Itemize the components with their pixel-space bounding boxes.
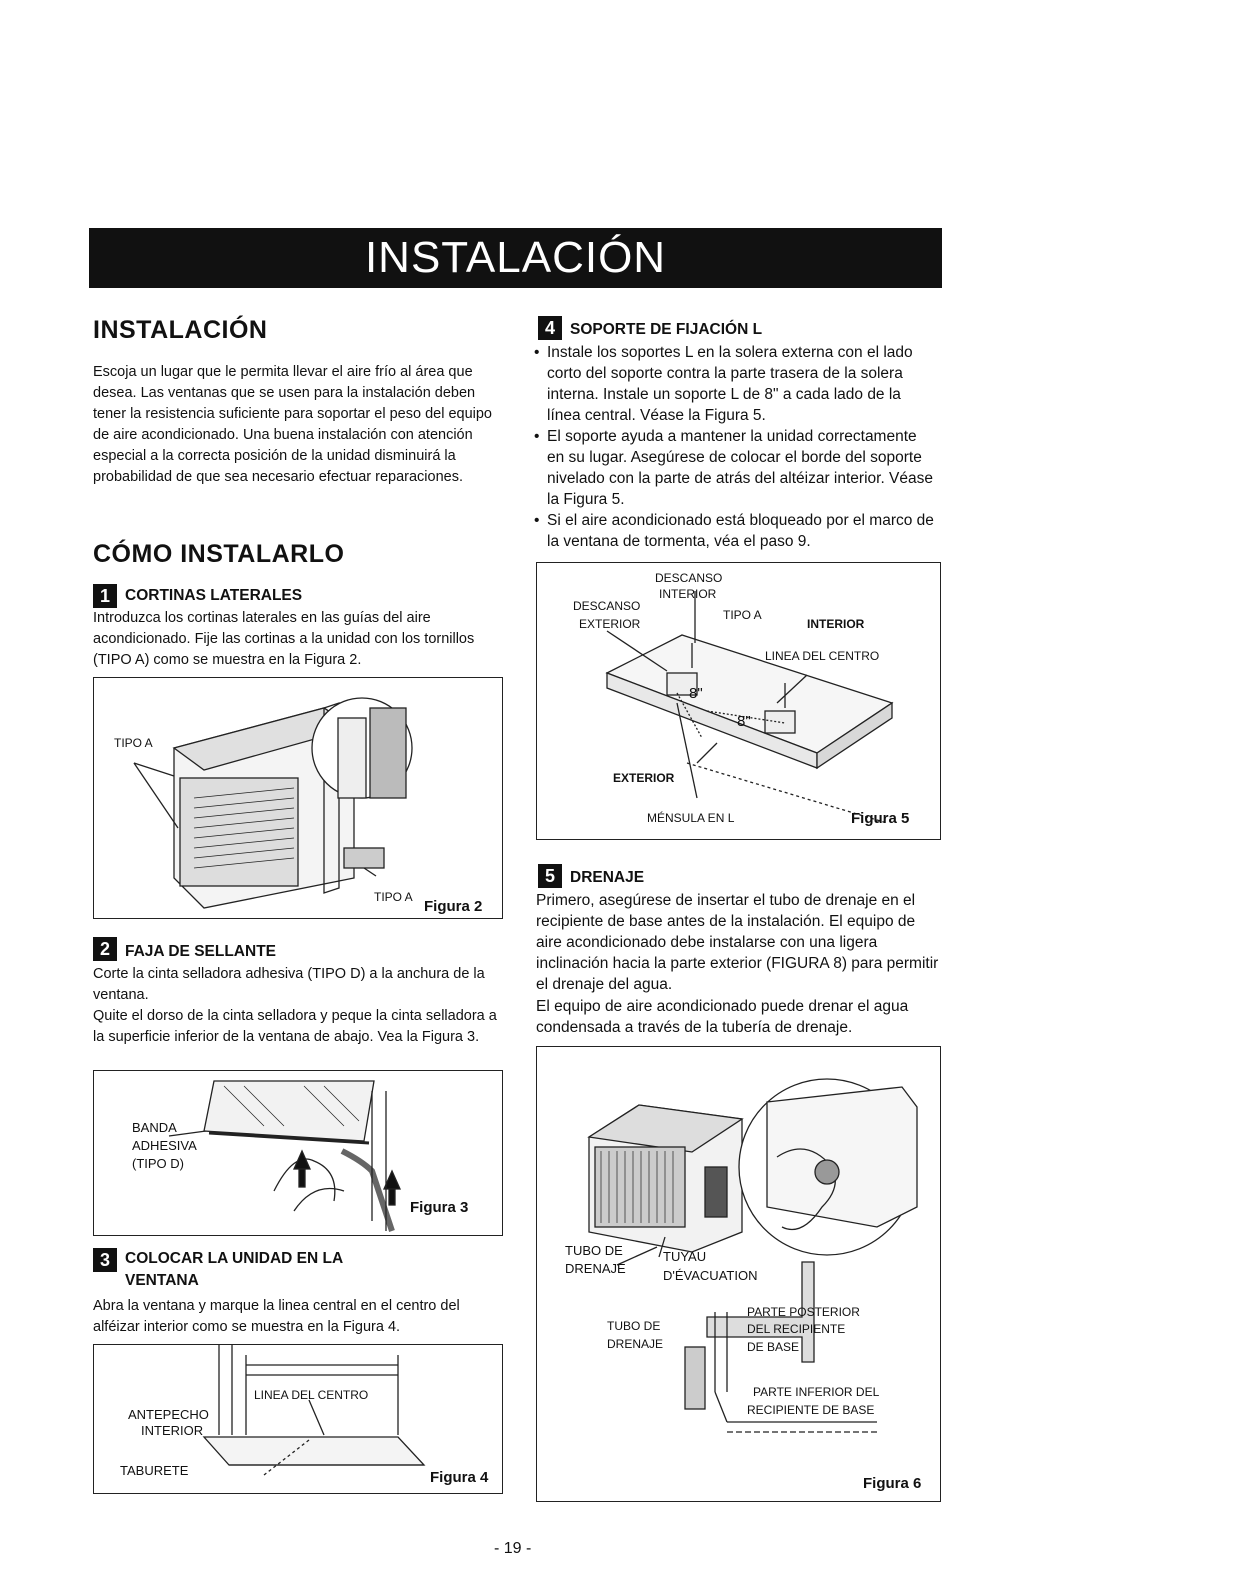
section-title-instalacion: INSTALACIÓN (93, 316, 268, 344)
step-title: CORTINAS LATERALES (125, 587, 303, 604)
fig3-label-line-3: (TIPO D) (132, 1156, 184, 1171)
page-banner: INSTALACIÓN (89, 228, 942, 288)
figure-4-caption: Figura 4 (430, 1469, 489, 1486)
step-title: SOPORTE DE FIJACIÓN L (570, 321, 763, 338)
bullet-item: • Si el aire acondicionado está bloqueado por el marco de la ventana de tormenta, véa el paso 9. (534, 510, 934, 552)
bullet-item: • El soporte ayuda a mantener la unidad correctamente en su lugar. Asegúrese de colocar el borde del soporte nivelado con la parte de atrás del altéizar interior. Véase la Figura 5. (534, 426, 934, 510)
figure-6-caption: Figura 6 (863, 1475, 922, 1492)
fig6-label-drenaje-2: DRENAJE (607, 1337, 664, 1351)
step-1-text: Introduzca los cortinas laterales en las guías del aire acondicionado. Fije las cortinas a la unidad con los tornillos (TIPO A) como se muestra en la Figura 2. (93, 610, 475, 668)
fig6-label-tubo-1: TUBO DE (565, 1243, 623, 1258)
fig4-label-taburete: TABURETE (120, 1463, 189, 1478)
step-4-heading (538, 316, 762, 344)
step-number-badge: 3 (93, 1248, 117, 1272)
fig6-label-posterior-1: PARTE POSTERIOR (747, 1305, 860, 1319)
step-2-text-1: Corte la cinta selladora adhesiva (TIPO D) a la anchura de la ventana. (93, 966, 485, 1003)
fig5-label-dim-2: 8" (737, 713, 751, 730)
fig6-label-evacuation: D'ÉVACUATION (663, 1268, 758, 1283)
fig5-label-exterior: EXTERIOR (613, 771, 675, 785)
step-5-heading (538, 864, 644, 892)
fig2-label-tipo-a-top: TIPO A (114, 736, 153, 750)
fig5-label-dim-1: 8" (689, 685, 703, 702)
figure-2 (93, 677, 503, 919)
fig5-label-descanso-left: DESCANSO (573, 599, 641, 613)
fig6-label-tubo-2: TUBO DE (607, 1319, 661, 1333)
fig6-label-tuyau: TUYAU (663, 1249, 707, 1264)
step-title: DRENAJE (570, 869, 645, 886)
fig6-label-posterior-3: DE BASE (747, 1340, 800, 1354)
figure-6 (536, 1046, 941, 1502)
step-2-text-2: Quite el dorso de la cinta selladora y peque la cinta selladora a la superficie inferior de la ventana de abajo. Vea la Figura 3. (93, 1008, 497, 1045)
step-title-line-1: COLOCAR LA UNIDAD EN LA (125, 1250, 344, 1267)
fig4-label-interior: INTERIOR (141, 1423, 204, 1438)
step-3-text: Abra la ventana y marque la linea central en el centro del alféizar interior como se muestra en la Figura 4. (93, 1298, 460, 1335)
step-1-heading (93, 584, 302, 608)
step-number-badge: 4 (538, 316, 562, 340)
figure-4 (93, 1344, 503, 1494)
fig6-label-inferior-2: RECIPIENTE DE BASE (747, 1403, 875, 1417)
fig6-label-inferior-1: PARTE INFERIOR DEL (753, 1385, 880, 1399)
step-5-text-2: El equipo de aire acondicionado puede drenar el agua condensada a través de la tubería de drenaje. (536, 998, 909, 1036)
fig5-label-tipo-a: TIPO A (723, 608, 762, 622)
step-4-bullets (534, 342, 934, 552)
fig5-label-mensula: MÉNSULA EN L (647, 811, 735, 825)
step-3-heading (93, 1248, 343, 1292)
fig3-label (132, 1119, 197, 1173)
fig5-label-interior: INTERIOR (807, 617, 865, 631)
step-title-line-2: VENTANA (125, 1272, 199, 1289)
figure-2-illustration (94, 678, 502, 918)
figure-5 (536, 562, 941, 840)
step-number-badge: 2 (93, 937, 117, 961)
figure-2-caption: Figura 2 (424, 898, 483, 915)
fig2-label-tipo-a-bottom: TIPO A (374, 890, 413, 904)
fig3-label-line-2: ADHESIVA (132, 1138, 197, 1153)
fig4-label-centro: LINEA DEL CENTRO (254, 1388, 369, 1402)
figure-3-caption: Figura 3 (410, 1199, 469, 1216)
fig4-label-antepecho: ANTEPECHO (128, 1407, 209, 1422)
bullet-item: • Instale los soportes L en la solera externa con el lado corto del soporte contra la parte trasera de la solera interna. Instale un soporte L de 8" a cada lado de la línea central. Véase la Figura 5. (534, 342, 934, 426)
intro-paragraph: Escoja un lugar que le permita llevar el aire frío al área que desea. Las ventanas que se usen para la instalación deben tener la resistencia suficiente para soportar el peso del equipo de aire acondicionado. Una buena instalación con atención especial a la correcta posición de la unidad disminuirá la probabilidad de que sea necesario efectuar reparaciones. (93, 364, 492, 485)
figure-5-caption: Figura 5 (851, 810, 910, 827)
step-number-badge: 1 (93, 584, 117, 608)
step-5-text-1: Primero, asegúrese de insertar el tubo de drenaje en el recipiente de base antes de la instalación. El equipo de aire acondicionado debe instalarse con una ligera inclinación hacia la parte exterior (FIGURA 8) para permitir el drenaje del agua. (536, 892, 939, 993)
fig6-label-drenaje-1: DRENAJE (565, 1261, 626, 1276)
fig6-label-posterior-2: DEL RECIPIENTE (747, 1322, 846, 1336)
step-title: FAJA DE SELLANTE (125, 943, 276, 960)
fig5-label-centro: LINEA DEL CENTRO (765, 649, 880, 663)
figure-3 (93, 1070, 503, 1236)
fig5-label-exterior-top: EXTERIOR (579, 617, 641, 631)
page-number: - 19 - (494, 1540, 532, 1557)
fig5-label-descanso-top: DESCANSO (655, 571, 723, 585)
step-2-heading (93, 937, 276, 967)
fig3-label-line-1: BANDA (132, 1120, 177, 1135)
step-number-badge: 5 (538, 864, 562, 888)
section-title-como-instalarlo: CÓMO INSTALARLO (93, 540, 345, 568)
fig5-label-interior-small: INTERIOR (659, 587, 717, 601)
step-title (125, 1248, 343, 1292)
